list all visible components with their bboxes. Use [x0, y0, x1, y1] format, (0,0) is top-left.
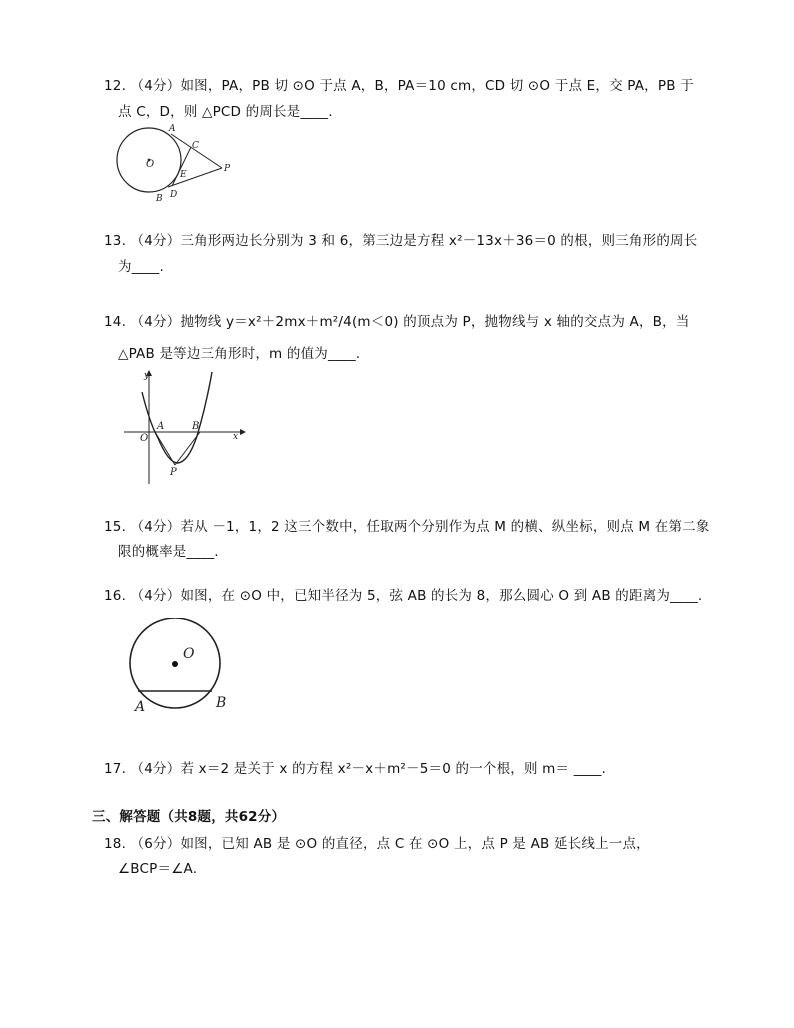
- q12-text-line2: 点 C，D，则 △PCD 的周长是____.: [118, 104, 333, 120]
- q15-text-line1: 15. （4分）若从 －1，1，2 这三个数中，任取两个分别作为点 M 的横、纵坐标，则点 M 在第二象: [104, 519, 710, 535]
- q14-label-y: y: [144, 371, 150, 381]
- q12-label-o: O: [146, 159, 155, 170]
- q16-label-o: O: [183, 646, 195, 662]
- q18-text-line1: 18. （6分）如图，已知 AB 是 ⊙O 的直径，点 C 在 ⊙O 上，点 P 是 AB 延长线上一点，: [104, 836, 650, 852]
- q13-text-line1: 13. （4分）三角形两边长分别为 3 和 6，第三边是方程 x²－13x＋36＝0 的根，则三角形的周长: [104, 233, 698, 249]
- section3-heading: 三、解答题（共8题，共62分）: [92, 809, 286, 825]
- q14-label-b: B: [192, 421, 200, 432]
- q14-text-line1: 14. （4分）抛物线 y＝x²＋2mx＋m²/4(m＜0) 的顶点为 P，抛物线与 x 轴的交点为 A，B，当: [104, 314, 690, 330]
- q14-figure: [122, 368, 247, 488]
- q16-label-a: A: [135, 699, 146, 715]
- q14-label-x: x: [233, 432, 239, 442]
- q16-figure: [125, 618, 240, 718]
- q14-label-p: P: [170, 467, 177, 478]
- q15-text-line2: 限的概率是____.: [118, 544, 219, 560]
- q14-text-line2: △PAB 是等边三角形时，m 的值为____.: [118, 346, 361, 362]
- q12-label-d: D: [170, 190, 178, 200]
- q12-label-c: C: [192, 141, 199, 151]
- q16-text-line1: 16. （4分）如图，在 ⊙O 中，已知半径为 5，弦 AB 的长为 8，那么圆心 O 到 AB 的距离为____.: [104, 588, 703, 604]
- q13-text-line2: 为____.: [118, 259, 164, 275]
- q12-text-line1: 12. （4分）如图，PA，PB 切 ⊙O 于点 A，B，PA＝10 cm，CD 切 ⊙O 于点 E，交 PA，PB 于: [104, 78, 694, 94]
- q18-text-line2: ∠BCP＝∠A.: [118, 861, 198, 877]
- q14-label-a: A: [157, 421, 165, 432]
- q12-label-b: B: [156, 194, 163, 204]
- q12-label-e: E: [180, 170, 187, 180]
- q16-label-b: B: [216, 695, 227, 711]
- q14-label-o: O: [140, 433, 149, 444]
- q12-figure: [110, 120, 240, 206]
- q17-text-line1: 17. （4分）若 x＝2 是关于 x 的方程 x²－x＋m²－5＝0 的一个根，则 m＝ ____.: [104, 761, 607, 777]
- q12-label-p: P: [224, 164, 231, 174]
- q12-label-a: A: [169, 124, 176, 134]
